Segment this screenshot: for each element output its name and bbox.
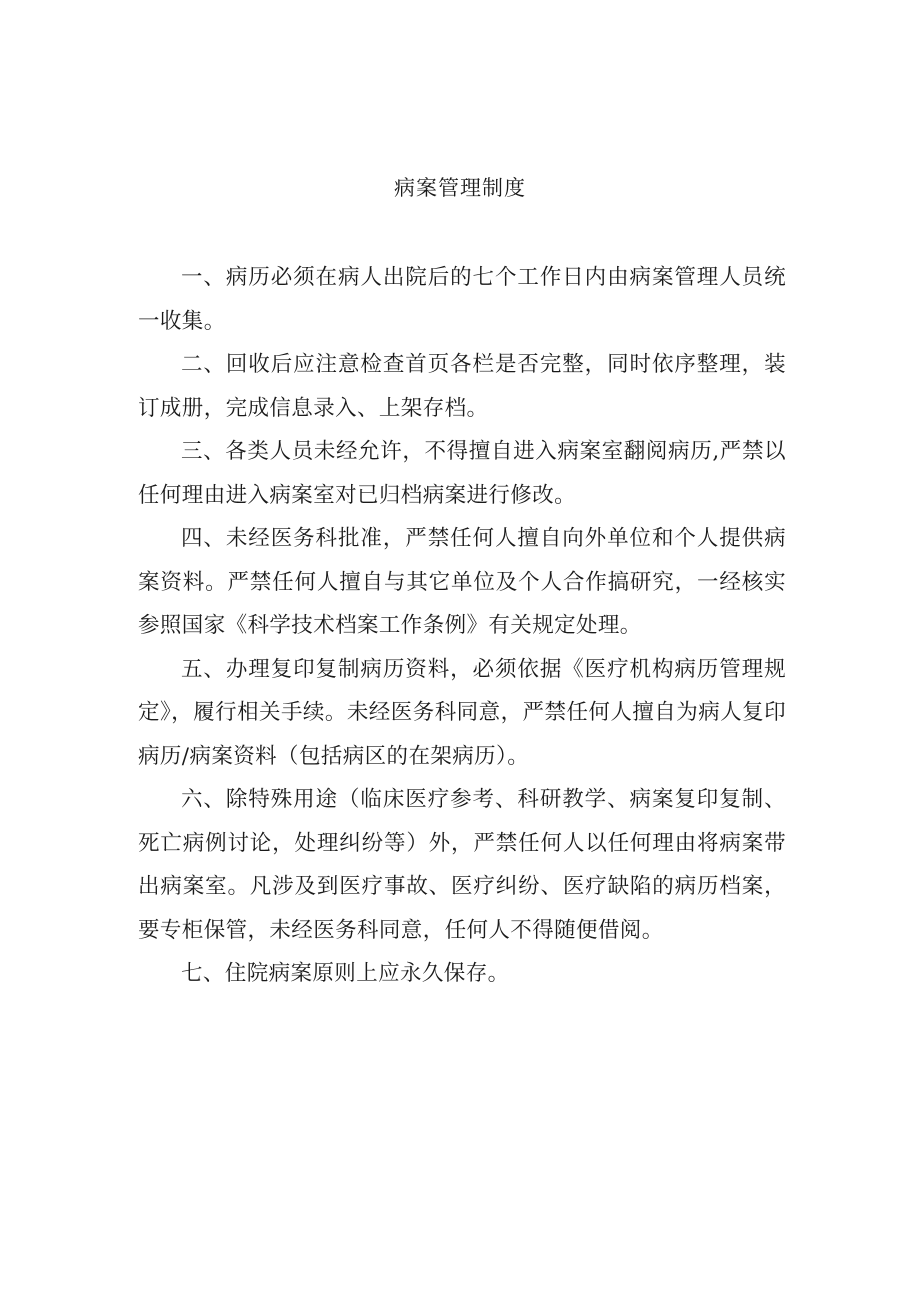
paragraph-1: 一、病历必须在病人出院后的七个工作日内由病案管理人员统一收集。: [138, 265, 786, 334]
paragraph-6: 六、除特殊用途（临床医疗参考、科研教学、病案复印复制、死亡病例讨论，处理纠纷等）外，严禁任何人以任何理由将病案带出病案室。凡涉及到医疗事故、医疗纠纷、医疗缺陷的病历档案，要专柜保管，未经医务科同意，任何人不得随便借阅。: [138, 787, 786, 943]
document-title: 病案管理制度: [394, 176, 526, 200]
paragraph-3: 三、各类人员未经允许，不得擅自进入病案室翻阅病历,严禁以任何理由进入病案室对已归档病案进行修改。: [138, 439, 786, 508]
paragraph-2: 二、回收后应注意检查首页各栏是否完整，同时依序整理，装订成册，完成信息录入、上架存档。: [138, 352, 786, 421]
paragraph-4: 四、未经医务科批准，严禁任何人擅自向外单位和个人提供病案资料。严禁任何人擅自与其它单位及个人合作搞研究，一经核实参照国家《科学技术档案工作条例》有关规定处理。: [138, 526, 786, 638]
paragraph-5: 五、办理复印复制病历资料，必须依据《医疗机构病历管理规定》，履行相关手续。未经医务科同意，严禁任何人擅自为病人复印病历/病案资料（包括病区的在架病历）。: [138, 656, 786, 769]
paragraph-7: 七、住院病案原则上应永久保存。: [181, 961, 510, 986]
document-body: [138, 256, 786, 996]
